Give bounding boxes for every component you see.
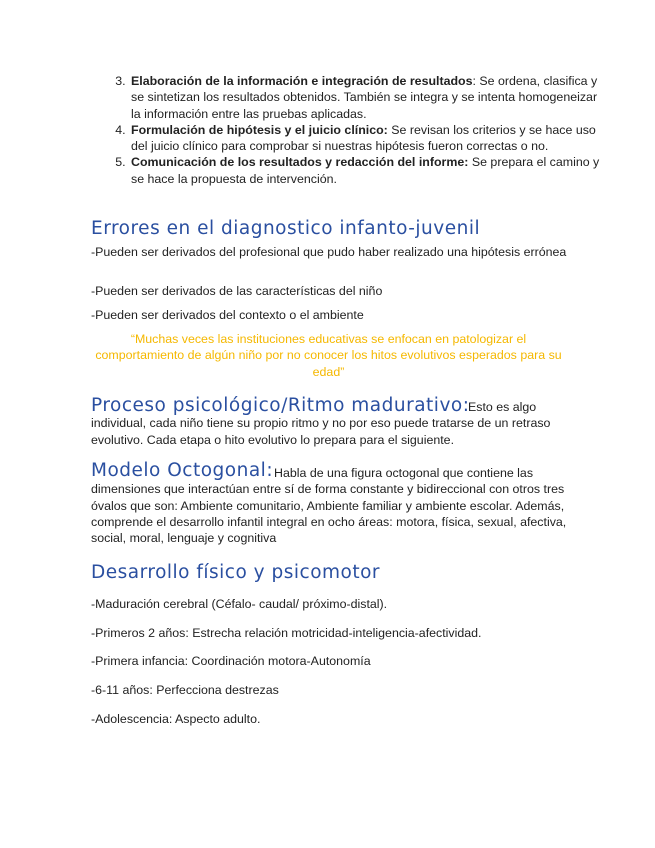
modelo-heading: Modelo Octogonal: [91, 460, 274, 481]
step-text: Se prepara el camino y se hace la propuesta de intervención. [131, 155, 600, 186]
proceso-heading-text: Proceso psicológico/Ritmo madurativo: [91, 395, 470, 416]
errores-item: -Pueden ser derivados de las características del niño [91, 284, 383, 298]
desarrollo-item: -6-11 años: Perfecciona destrezas [91, 683, 279, 697]
step-title: Comunicación de los resultados y redacción del informe: [131, 155, 469, 170]
step-item [129, 73, 604, 122]
modelo-paragraph: Habla de una figura octogonal que contiene las dimensiones que interactúan entre sí de forma constante y bidireccional con otros tres óvalos que son: Ambiente comunitario, Ambiente familiar y ambiente escolar. Además, comprende el desarrollo infantil integral en ocho áreas: motora, física, sexual, afectiva, social, moral, lenguaje y cognitiva [91, 466, 567, 546]
proceso-paragraph: Esto es algo individual, cada niño tiene su propio ritmo y no por eso puede tratarse de un retraso evolutivo. Cada etapa o hito evolutivo lo prepara para el siguiente. [91, 400, 551, 447]
errores-heading: Errores en el diagnostico infanto-juvenil [91, 218, 481, 239]
step-item [129, 122, 604, 155]
step-title: Formulación de hipótesis y el juicio clínico: [131, 122, 388, 137]
step-item [129, 154, 604, 187]
desarrollo-heading: Desarrollo físico y psicomotor [91, 562, 381, 583]
desarrollo-item: -Maduración cerebral (Céfalo- caudal/ próximo-distal). [91, 597, 388, 611]
errores-quote: “Muchas veces las instituciones educativas se enfocan en patologizar el comportamiento de algún niño por no conocer los hitos evolutivos esperados para su edad” [95, 332, 562, 379]
step-text: Se revisan los criterios y se hace uso del juicio clínico para comprobar si nuestras hipótesis fueron correctas o no. [131, 122, 596, 154]
desarrollo-item: -Primera infancia: Coordinación motora-Autonomía [91, 654, 371, 668]
desarrollo-item: -Primeros 2 años: Estrecha relación motricidad-inteligencia-afectividad. [91, 626, 482, 640]
steps-list [86, 73, 604, 187]
step-text: : Se ordena, clasifica y se sintetizan los resultados obtenidos. También se integra y se intenta homogeneizar la información entre las pruebas aplicadas. [131, 74, 598, 121]
errores-item: -Pueden ser derivados del contexto o el ambiente [91, 308, 364, 322]
errores-item: -Pueden ser derivados del profesional que pudo haber realizado una hipótesis errónea [91, 245, 567, 259]
step-title: Elaboración de la información e integración de resultados [131, 74, 473, 88]
desarrollo-item: -Adolescencia: Aspecto adulto. [91, 712, 261, 726]
